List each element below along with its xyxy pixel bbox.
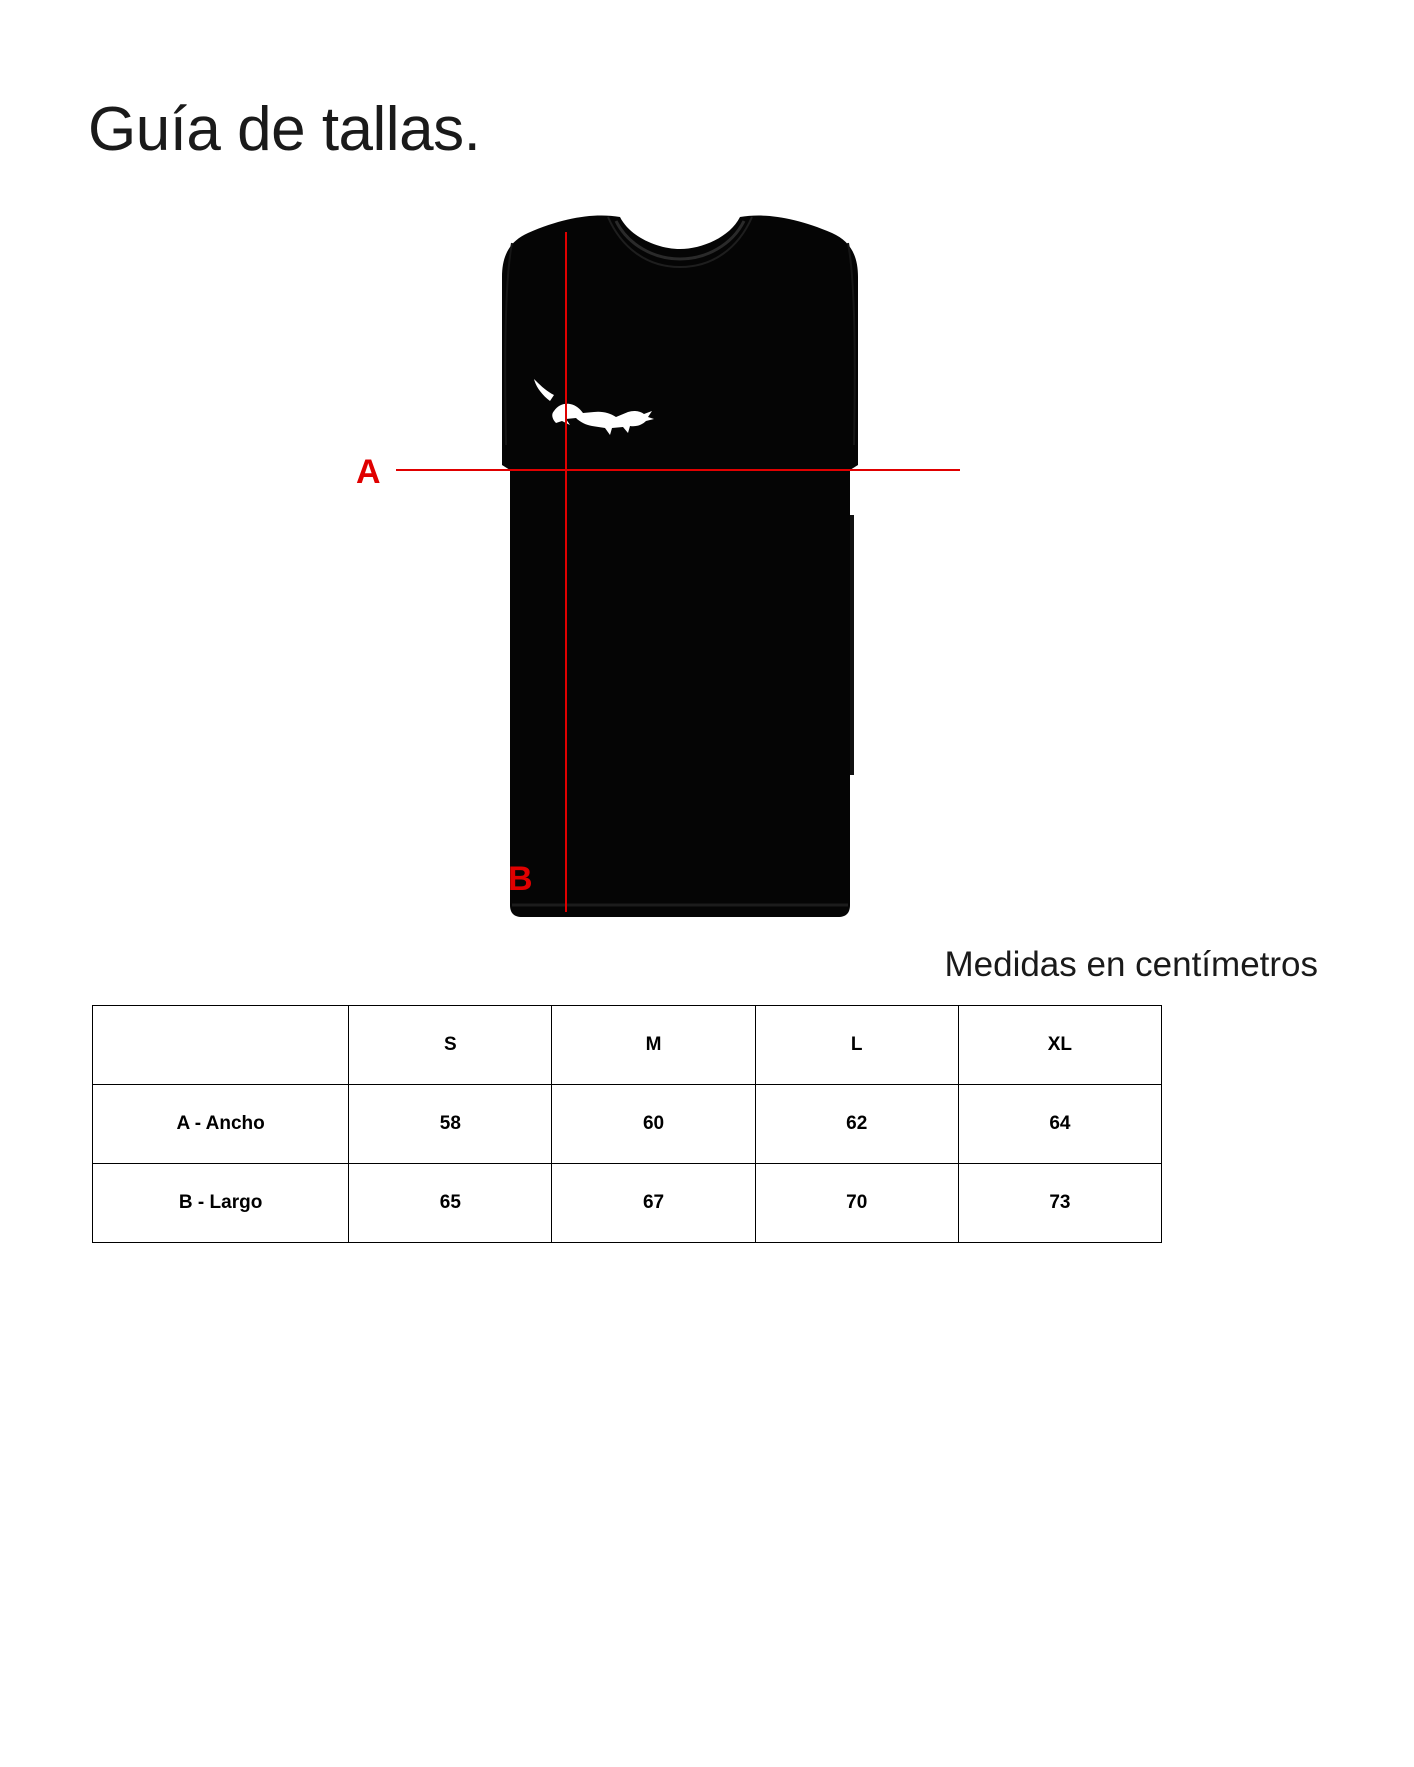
ancho-xl-value: 64 [958,1085,1161,1164]
largo-xl-value: 73 [958,1164,1161,1243]
table-row [93,1085,1162,1164]
largo-m-value: 67 [552,1164,755,1243]
largo-l-value: 70 [755,1164,958,1243]
ancho-l-value: 62 [755,1085,958,1164]
table-header-l: L [755,1006,958,1085]
units-caption: Medidas en centímetros [944,945,1318,984]
tank-body-shape [502,216,858,917]
page-title: Guía de tallas. [88,95,481,164]
ancho-m-value: 60 [552,1085,755,1164]
table-header-s: S [349,1006,552,1085]
tank-top-svg [380,215,940,945]
marker-label-a: A [356,453,381,491]
marker-label-b: B [508,860,533,898]
size-table-container [92,1005,1162,1243]
table-header-m: M [552,1006,755,1085]
row-label-ancho: A - Ancho [93,1085,349,1164]
row-label-largo: B - Largo [93,1164,349,1243]
largo-s-value: 65 [349,1164,552,1243]
table-header-row [93,1006,1162,1085]
ancho-s-value: 58 [349,1085,552,1164]
side-shading [850,515,854,775]
table-corner-cell [93,1006,349,1085]
table-header-xl: XL [958,1006,1161,1085]
garment-illustration [380,215,940,945]
size-table [92,1005,1162,1243]
table-row [93,1164,1162,1243]
